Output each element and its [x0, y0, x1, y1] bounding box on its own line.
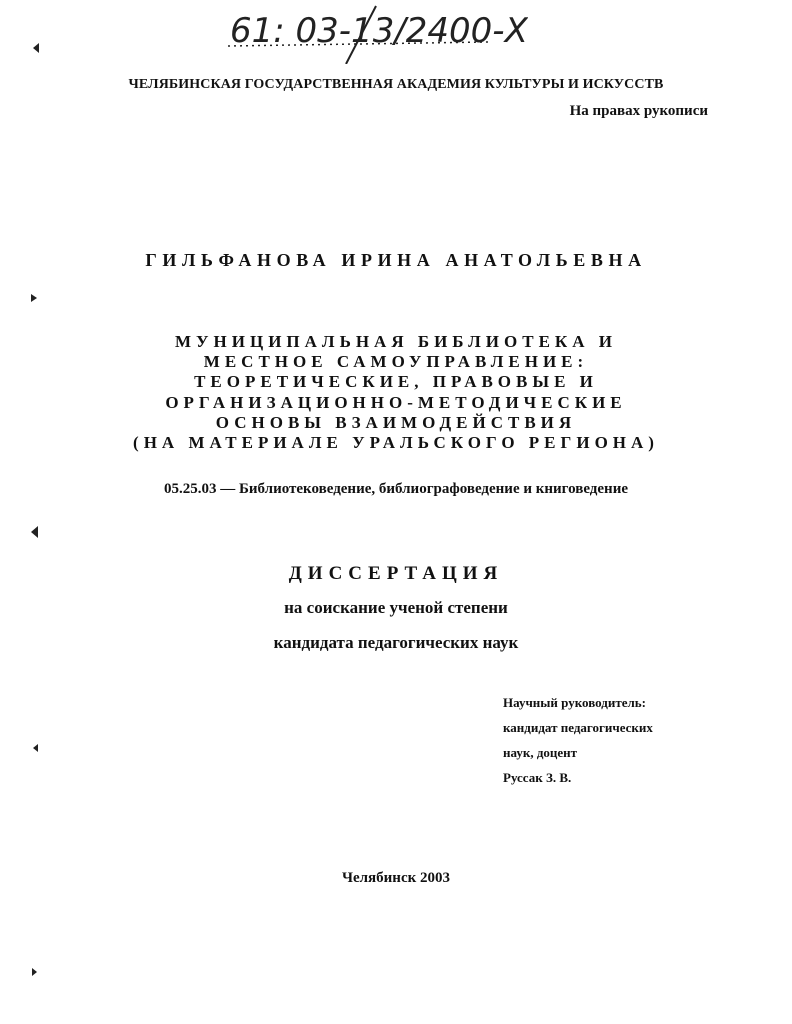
specialty-code: 05.25.03 — Библиотековедение, библиографоведение и книговедение [163, 481, 628, 497]
scan-margin-mark [31, 526, 38, 538]
title-line: ОРГАНИЗАЦИОННО-МЕТОДИЧЕСКИЕ [165, 392, 627, 412]
title-line: МЕСТНОЕ САМОУПРАВЛЕНИЕ: [203, 352, 589, 372]
handwritten-archive-code [228, 2, 528, 64]
supervisor-line: Научный руководитель: [503, 695, 646, 710]
scan-margin-mark [32, 968, 37, 976]
document-type: ДИССЕРТАЦИЯ [288, 563, 504, 584]
degree-line: кандидата педагогических наук [273, 633, 519, 652]
title-line: МУНИЦИПАЛЬНАЯ БИБЛИОТЕКА И [175, 332, 617, 351]
institution-name: ЧЕЛЯБИНСКАЯ ГОСУДАРСТВЕННАЯ АКАДЕМИЯ КУЛЬТУРЫ И ИСКУССТВ [128, 77, 664, 92]
supervisor-line: Руссак З. В. [503, 770, 572, 785]
scan-margin-mark [31, 294, 37, 302]
title-line: ОСНОВЫ ВЗАИМОДЕЙСТВИЯ [215, 412, 577, 432]
supervisor-line: кандидат педагогических [503, 720, 653, 735]
scan-margin-mark [33, 744, 38, 752]
city-year: Челябинск 2003 [341, 870, 451, 886]
rights-note: На правах рукописи [569, 103, 708, 119]
supervisor-block [503, 690, 653, 790]
supervisor-line: наук, доцент [503, 745, 578, 760]
title-line: (НА МАТЕРИАЛЕ УРАЛЬСКОГО РЕГИОНА) [133, 433, 659, 453]
author-name: ГИЛЬФАНОВА ИРИНА АНАТОЛЬЕВНА [145, 250, 647, 270]
handwritten-code-text: 61: 03-13/2400-Х [230, 11, 528, 51]
scan-margin-mark [33, 43, 39, 53]
degree-line: на соискание ученой степени [284, 598, 508, 617]
title-line: ТЕОРЕТИЧЕСКИЕ, ПРАВОВЫЕ И [194, 372, 598, 392]
dissertation-title [0, 332, 792, 453]
